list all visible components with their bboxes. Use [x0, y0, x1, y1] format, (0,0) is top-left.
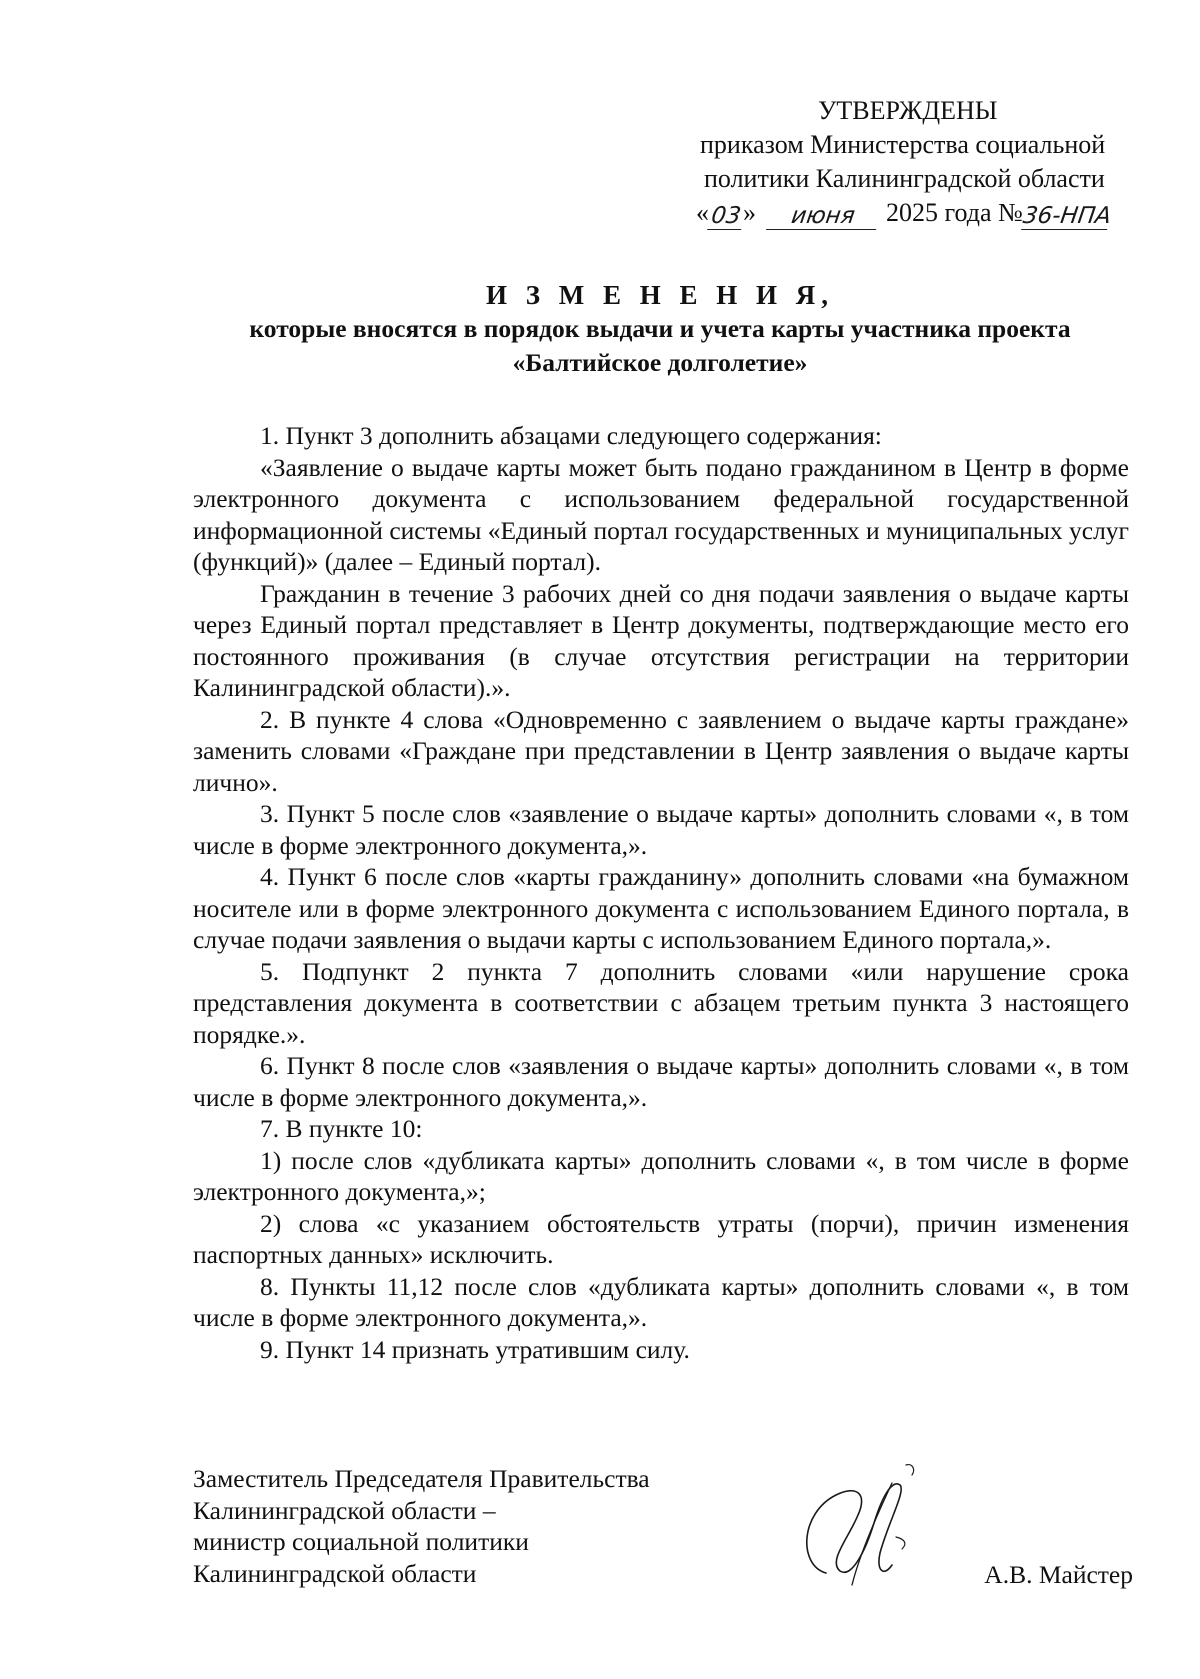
paragraph: 7. В пункте 10: [260, 1114, 423, 1143]
title-subtitle-line-2: «Балтийское долголетие» [512, 348, 808, 377]
paragraph: Гражданин в течение 3 рабочих дней со дня подачи заявления о выдаче карты через Единый портал представляет в Центр документы, подтверждающие место его постоянного проживания (в случае отсутствия регистрации на территории Калининградской области).». [193, 578, 1129, 702]
approval-line-1: приказом Министерства социальной [700, 130, 1106, 159]
paragraph: 1. Пункт 3 дополнить абзацами следующего содержания: [260, 421, 882, 450]
signatory-position-line-2: Калининградской области – [193, 1495, 496, 1525]
paragraph: 6. Пункт 8 после слов «заявления о выдаче карты» дополнить словами «, в том числе в форме электронного документа,». [193, 1051, 1129, 1112]
approval-date-line [696, 196, 1160, 230]
paragraph: 9. Пункт 14 признать утратившим силу. [260, 1334, 690, 1364]
paragraph: 2) слова «с указанием обстоятельств утраты (порчи), причин изменения паспортных данных» исключить. [193, 1208, 1129, 1269]
date-close-quote: » [743, 198, 756, 227]
signatory-position-line-3: министр социальной политики [193, 1527, 529, 1556]
handwritten-signature-icon [788, 1453, 938, 1603]
approval-line-2: политики Калининградской области [704, 164, 1105, 193]
paragraph: 4. Пункт 6 после слов «карты гражданину» дополнить словами «на бумажном носителе или в форме электронного документа с использованием Единого портала, в случае подачи заявления о выдачи карты с использованием Единого портала,». [193, 862, 1129, 954]
document-title [190, 278, 1130, 380]
signature-block [193, 1463, 1133, 1603]
date-open-quote: « [696, 198, 709, 227]
title-subtitle-line-1: которые вносятся в порядок выдачи и учета карты участника проекта [249, 314, 1071, 343]
signatory-name: А.В. Майстер [984, 1560, 1133, 1589]
document-body [193, 420, 1129, 1365]
date-month-handwritten: июня [766, 203, 880, 230]
title-main: И З М Е Н Е Н И Я, [485, 280, 834, 310]
paragraph: 8. Пункты 11,12 после слов «дубликата карты» дополнить словами «, в том числе в форме электронного документа,». [193, 1271, 1129, 1332]
paragraph: 2. В пункте 4 слова «Одновременно с заявлением о выдаче карты граждане» заменить словами «Граждане при представлении в Центр заявления о выдаче карты лично». [193, 704, 1129, 797]
paragraph: 1) после слов «дубликата карты» дополнить словами «, в том числе в форме электронного документа,»; [193, 1145, 1129, 1206]
signatory-position-line-1: Заместитель Председателя Правительства [193, 1464, 650, 1493]
approval-stamp [696, 94, 1160, 230]
date-year-text: 2025 года № [886, 198, 1023, 227]
order-number-handwritten: 36-НПА [1021, 203, 1113, 229]
approval-heading: УТВЕРЖДЕНЫ [818, 96, 998, 125]
paragraph: «Заявление о выдаче карты может быть подано гражданином в Центр в форме электронного документа с использованием федеральной государственной информационной системы «Единый портал государственных и муниципальных услуг (функций)» (далее – Единый портал). [193, 452, 1129, 576]
paragraph: 3. Пункт 5 после слов «заявление о выдаче карты» дополнить словами «, в том числе в форме электронного документа,». [193, 799, 1129, 860]
signatory-position [193, 1463, 650, 1589]
signatory-position-line-4: Калининградской области [193, 1558, 477, 1588]
paragraph: 5. Подпункт 2 пункта 7 дополнить словами «или нарушение срока представления документа в соответствии с абзацем третьим пункта 3 настоящего порядке.». [193, 956, 1129, 1049]
date-day-handwritten: 03 [707, 203, 745, 230]
